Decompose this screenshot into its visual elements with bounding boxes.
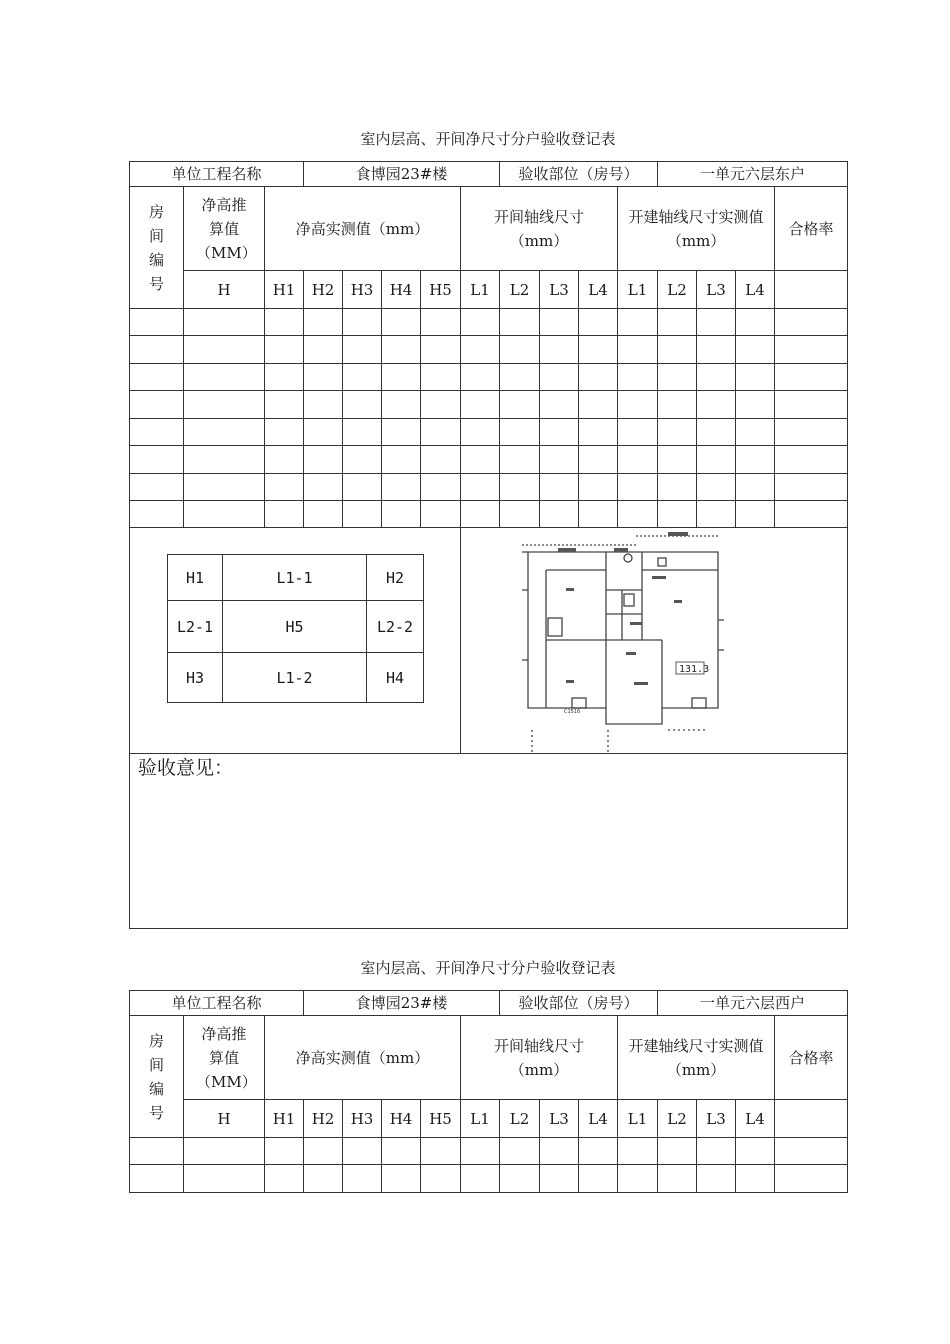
- sub-header-cell: L4: [736, 271, 775, 309]
- sub-header-cell: H1: [265, 1100, 304, 1138]
- sub-header-cell: H4: [382, 271, 421, 309]
- sub-header-cell: H2: [304, 271, 343, 309]
- project-name-label: 单位工程名称: [130, 162, 304, 187]
- bay-axis-header: 开间轴线尺寸（mm）: [461, 187, 618, 271]
- sub-header-cell: L4: [736, 1100, 775, 1138]
- location-value: 一单元六层西户: [658, 991, 848, 1016]
- pass-rate-cell: [775, 271, 848, 309]
- pass-rate-cell: [775, 1100, 848, 1138]
- table-row: [130, 1165, 848, 1193]
- location-label: 验收部位（房号）: [500, 991, 658, 1016]
- table-row: [130, 309, 848, 336]
- sub-header-cell: L3: [697, 1100, 736, 1138]
- grid-label: L2-1: [168, 601, 223, 653]
- grid-label: H5: [223, 601, 367, 653]
- form-title: 室内层高、开间净尺寸分户验收登记表: [360, 130, 616, 148]
- sub-header-cell: H: [184, 271, 265, 309]
- height-measured-header: 净高实测值（mm）: [265, 1016, 461, 1100]
- sub-header-cell: L2: [658, 1100, 697, 1138]
- sub-header-cell: L3: [540, 1100, 579, 1138]
- pass-rate-header: 合格率: [775, 187, 848, 271]
- grid-label: H2: [367, 555, 424, 601]
- room-number-header: 房间编号: [130, 187, 184, 309]
- room-number-header: 房间编号: [130, 1016, 184, 1138]
- table-row: [130, 391, 848, 419]
- sub-header-cell: H3: [343, 1100, 382, 1138]
- sub-header-cell: L4: [579, 271, 618, 309]
- sub-header-cell: L2: [500, 1100, 540, 1138]
- grid-label: H4: [367, 653, 424, 703]
- sub-header-cell: L4: [579, 1100, 618, 1138]
- bay-axis-header: 开间轴线尺寸（mm）: [461, 1016, 618, 1100]
- table-row: [130, 364, 848, 391]
- floor-plan-image: [518, 530, 730, 754]
- sub-header-cell: H: [184, 1100, 265, 1138]
- acceptance-opinion-cell: [130, 754, 848, 929]
- grid-label: L1-1: [223, 555, 367, 601]
- sub-header-cell: H2: [304, 1100, 343, 1138]
- sub-header-cell: L3: [540, 271, 579, 309]
- table-row: [130, 1138, 848, 1165]
- grid-label: H3: [168, 653, 223, 703]
- grid-label: H1: [168, 555, 223, 601]
- sub-header-cell: H4: [382, 1100, 421, 1138]
- bay-axis-measured-header: 开建轴线尺寸实测值（mm）: [618, 187, 775, 271]
- location-value: 一单元六层东户: [658, 162, 848, 187]
- height-measured-header: 净高实测值（mm）: [265, 187, 461, 271]
- plan-dimension-label: 131.3: [679, 664, 710, 675]
- project-name-label: 单位工程名称: [130, 991, 304, 1016]
- table-row: [130, 419, 848, 446]
- sub-header-cell: H3: [343, 271, 382, 309]
- height-calc-header: 净高推算值（MM）: [184, 187, 265, 271]
- sub-header-cell: H1: [265, 271, 304, 309]
- grid-label: L2-2: [367, 601, 424, 653]
- table-row: [130, 501, 848, 528]
- acceptance-form-1: [129, 161, 848, 929]
- project-name-value: 食博园23#楼: [304, 162, 500, 187]
- pass-rate-header: 合格率: [775, 1016, 848, 1100]
- sub-header-cell: L1: [461, 1100, 500, 1138]
- sub-header-cell: L2: [658, 271, 697, 309]
- sub-header-cell: H5: [421, 1100, 461, 1138]
- plan-window-label: C1516: [564, 709, 581, 715]
- form-title: 室内层高、开间净尺寸分户验收登记表: [360, 959, 616, 977]
- sub-header-cell: H5: [421, 271, 461, 309]
- location-label: 验收部位（房号）: [500, 162, 658, 187]
- sub-header-cell: L2: [500, 271, 540, 309]
- acceptance-opinion-label: 验收意见：: [138, 757, 234, 779]
- sub-header-cell: L1: [618, 1100, 658, 1138]
- sub-header-cell: L1: [461, 271, 500, 309]
- sub-header-cell: L3: [697, 271, 736, 309]
- measurement-diagram-cell: [130, 528, 461, 754]
- grid-label: L1-2: [223, 653, 367, 703]
- table-row: [130, 336, 848, 364]
- bay-axis-measured-header: 开建轴线尺寸实测值（mm）: [618, 1016, 775, 1100]
- floor-plan-cell: [461, 528, 848, 754]
- measurement-point-grid: [167, 554, 424, 703]
- height-calc-header: 净高推算值（MM）: [184, 1016, 265, 1100]
- table-row: [130, 446, 848, 474]
- sub-header-cell: L1: [618, 271, 658, 309]
- project-name-value: 食博园23#楼: [304, 991, 500, 1016]
- acceptance-form-2: [129, 990, 848, 1193]
- table-row: [130, 474, 848, 501]
